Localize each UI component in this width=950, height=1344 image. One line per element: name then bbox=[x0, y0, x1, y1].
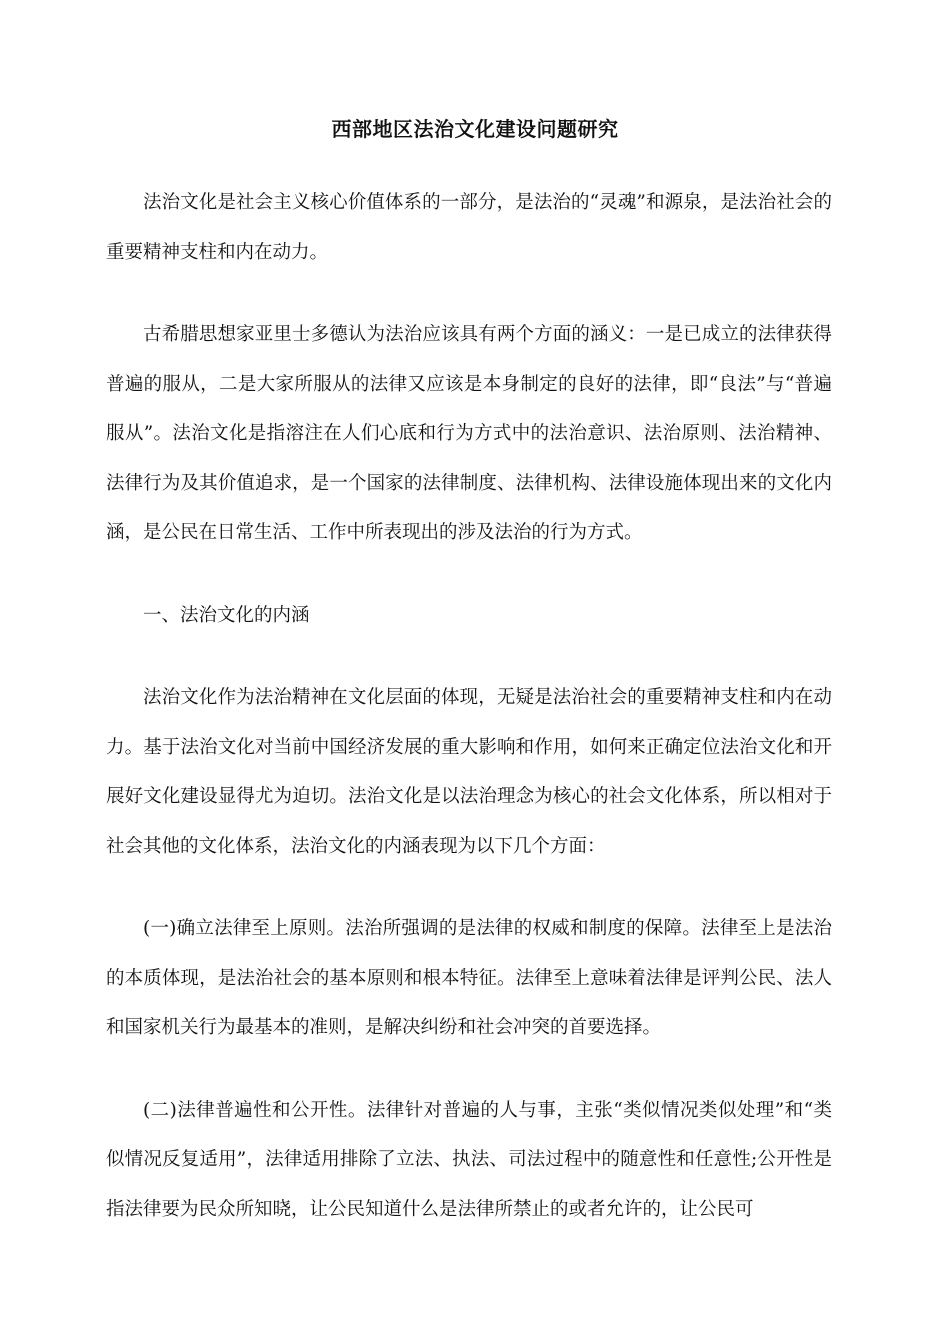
paragraph-aristotle: 古希腊思想家亚里士多德认为法治应该具有两个方面的涵义：一是已成立的法律获得普遍的服从，二是大家所服从的法律又应该是本身制定的良好的法律，即“良法”与“普遍服从”。法治文化是指溶注在人们心底和行为方式中的法治意识、法治原则、法治精神、法律行为及其价值追求，是一个国家的法律制度、法律机构、法律设施体现出来的文化内涵，是公民在日常生活、工作中所表现出的涉及法治的行为方式。 bbox=[106, 324, 832, 543]
paragraph-connotation: 法治文化作为法治精神在文化层面的体现，无疑是法治社会的重要精神支柱和内在动力。基于法治文化对当前中国经济发展的重大影响和作用，如何来正确定位法治文化和开展好文化建设显得尤为迫切。法治文化是以法治理念为核心的社会文化体系，所以相对于社会其他的文化体系，法治文化的内涵表现为以下几个方面： bbox=[106, 687, 832, 857]
document-body bbox=[106, 178, 832, 1267]
section-heading: 一、法治文化的内涵 bbox=[143, 604, 310, 626]
paragraph-universality: (二)法律普遍性和公开性。法律针对普遍的人与事，主张“类似情况类似处理”和“类似情况反复适用”，法律适用排除了立法、执法、司法过程中的随意性和任意性;公开性是指法律要为民众所知晓，让公民知道什么是法律所禁止的或者允许的，让公民可 bbox=[106, 1099, 832, 1220]
paragraph-intro: 法治文化是社会主义核心价值体系的一部分，是法治的“灵魂”和源泉，是法治社会的重要精神支柱和内在动力。 bbox=[106, 192, 832, 263]
document-title: 西部地区法治文化建设问题研究 bbox=[331, 117, 619, 141]
paragraph-supremacy: (一)确立法律至上原则。法治所强调的是法律的权威和制度的保障。法律至上是法治的本质体现，是法治社会的基本原则和根本特征。法律至上意味着法律是评判公民、法人和国家机关行为最基本的准则，是解决纠纷和社会冲突的首要选择。 bbox=[106, 918, 832, 1038]
